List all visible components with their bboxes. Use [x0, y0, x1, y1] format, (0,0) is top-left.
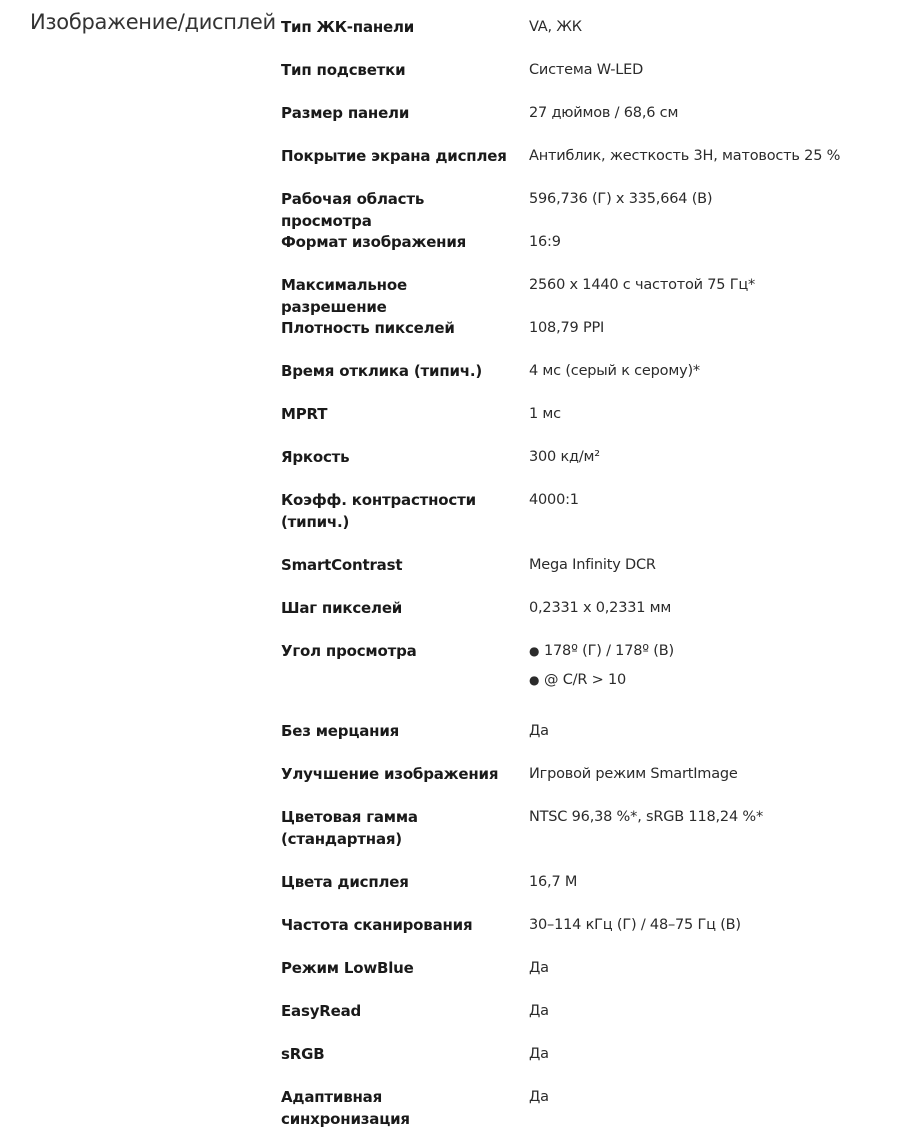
spec-label: Размер панели	[281, 104, 410, 122]
spec-label-line: Цветовая гамма	[281, 808, 418, 826]
spec-label: Максимальное разрешение	[281, 276, 407, 316]
spec-value: 16,7 M	[529, 874, 578, 890]
spec-value: Антиблик, жесткость 3H, матовость 25 %	[529, 148, 841, 164]
spec-label: Формат изображения	[281, 233, 467, 251]
spec-label: Без мерцания	[281, 722, 400, 740]
spec-value: Игровой режим SmartImage	[529, 766, 738, 782]
spec-label	[281, 489, 511, 533]
spec-value: Да	[529, 960, 549, 976]
spec-label	[281, 806, 511, 850]
spec-label: Режим LowBlue	[281, 959, 414, 977]
list-item	[529, 640, 889, 669]
section-title: Изображение/дисплей	[30, 10, 276, 34]
spec-value: Mega Infinity DCR	[529, 557, 656, 573]
spec-label: MPRT	[281, 405, 328, 423]
spec-label: Тип ЖК-панели	[281, 18, 415, 36]
bullet-icon: ●	[529, 673, 540, 687]
spec-value: 1 мс	[529, 406, 561, 422]
spec-label: Плотность пикселей	[281, 319, 455, 337]
spec-value: Система W-LED	[529, 62, 644, 78]
bullet-icon: ●	[529, 644, 540, 658]
spec-value: 300 кд/м²	[529, 449, 600, 465]
spec-value: 2560 x 1440 с частотой 75 Гц*	[529, 277, 756, 293]
spec-label-line: (типич.)	[281, 513, 350, 531]
spec-label: Улучшение изображения	[281, 765, 499, 783]
spec-value: 108,79 PPI	[529, 320, 605, 336]
spec-label: Шаг пикселей	[281, 599, 403, 617]
spec-label: SmartContrast	[281, 556, 403, 574]
spec-label: Цвета дисплея	[281, 873, 409, 891]
list-item-text: @ C/R > 10	[544, 672, 627, 688]
spec-label: Частота сканирования	[281, 916, 473, 934]
spec-value: 4000:1	[529, 492, 579, 508]
spec-label: Адаптивная синхронизация	[281, 1088, 410, 1128]
spec-value	[529, 640, 889, 698]
spec-value: NTSC 96,38 %*, sRGB 118,24 %*	[529, 809, 764, 825]
spec-label: Угол просмотра	[281, 642, 417, 660]
list-item	[529, 669, 889, 698]
spec-value: 30–114 кГц (Г) / 48–75 Гц (В)	[529, 917, 741, 933]
spec-value: 27 дюймов / 68,6 см	[529, 105, 679, 121]
spec-label-line: Коэфф. контрастности	[281, 491, 476, 509]
spec-value: 0,2331 x 0,2331 мм	[529, 600, 672, 616]
spec-value: 596,736 (Г) x 335,664 (В)	[529, 191, 713, 207]
spec-value: Да	[529, 1089, 549, 1105]
list-item-text: 178º (Г) / 178º (В)	[544, 643, 674, 659]
spec-label: Покрытие экрана дисплея	[281, 147, 507, 165]
spec-label: Время отклика (типич.)	[281, 362, 483, 380]
spec-value: 4 мс (серый к серому)*	[529, 363, 700, 379]
spec-value: Да	[529, 1003, 549, 1019]
bullet-list	[529, 640, 889, 698]
spec-value: VA, ЖК	[529, 19, 582, 35]
spec-label: Яркость	[281, 448, 350, 466]
spec-value: Да	[529, 1046, 549, 1062]
spec-label: Рабочая область просмотра	[281, 190, 425, 230]
spec-label: sRGB	[281, 1045, 325, 1063]
spec-label-line: (стандартная)	[281, 830, 402, 848]
spec-value: 16:9	[529, 234, 561, 250]
spec-value: Да	[529, 723, 549, 739]
spec-label: Тип подсветки	[281, 61, 406, 79]
spec-label: EasyRead	[281, 1002, 362, 1020]
